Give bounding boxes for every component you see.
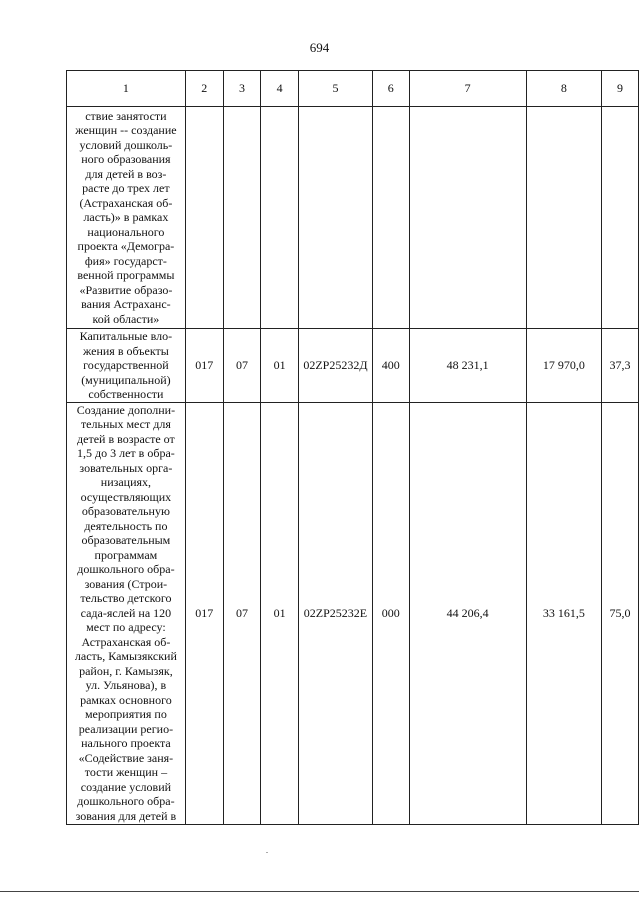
description-line: создание условий [80, 779, 172, 794]
description-line: «Содействие заня- [78, 750, 174, 765]
description-line: проекта «Демогра- [77, 239, 175, 254]
description-line: Капитальные вло- [79, 329, 173, 343]
description-line: низациях, [100, 475, 152, 490]
description-line: деятельность по [84, 518, 168, 533]
header-cell-2: 2 [185, 71, 223, 107]
description-line: ного образования [81, 152, 171, 167]
description-line: Астраханская об- [81, 634, 171, 649]
header-cell-6: 6 [372, 71, 409, 107]
cell-target-article [299, 107, 373, 329]
bottom-rule [0, 891, 639, 892]
description-line: образовательным [81, 533, 171, 548]
cell-expense-type [372, 107, 409, 329]
description-line: ласть, Камызякский [74, 649, 177, 664]
description-line: «Развитие образо- [79, 282, 173, 297]
page-number: 694 [309, 40, 330, 55]
cell-subsection: 01 [261, 402, 299, 824]
table-row [67, 402, 639, 824]
description-line: (муниципальной) [81, 372, 171, 387]
cell-amount-actual [526, 107, 601, 329]
description-line: (Астраханская об- [79, 195, 173, 210]
cell-section: 07 [223, 329, 261, 403]
header-cell-1: 1 [67, 71, 186, 107]
cell-amount-plan: 44 206,4 [409, 402, 526, 824]
cell-ministry-code [185, 107, 223, 329]
description-line: кой области» [92, 311, 160, 326]
cell-percent [602, 107, 639, 329]
cell-percent: 37,3 [602, 329, 639, 403]
cell-subsection: 01 [261, 329, 299, 403]
description-line: зовательных орга- [79, 460, 173, 475]
description-line: образовательную [81, 504, 170, 519]
description-line: зования для детей в [75, 808, 177, 823]
description-line: вания Астраханс- [81, 297, 171, 312]
description-line: собственности [88, 387, 164, 401]
cell-target-article: 02ZP25232E [299, 402, 373, 824]
header-row [67, 71, 639, 107]
cell-percent: 75,0 [602, 402, 639, 824]
description-line: рамках основного [80, 692, 172, 707]
row-description [67, 107, 186, 329]
description-line: мероприятия по [84, 707, 167, 722]
description-line: реализации регио- [78, 721, 174, 736]
description-line: осуществляющих [80, 489, 172, 504]
description-line: сада-яслей на 120 [80, 605, 172, 620]
description-line: для детей в воз- [85, 166, 167, 181]
cell-ministry-code: 017 [185, 402, 223, 824]
header-cell-7: 7 [409, 71, 526, 107]
description-line: дошкольного обра- [77, 794, 175, 809]
description-line: женщин -- создание [75, 123, 177, 138]
table-row [67, 329, 639, 403]
description-line: Создание дополни- [76, 402, 176, 417]
description-line: нального проекта [81, 736, 171, 751]
cell-ministry-code: 017 [185, 329, 223, 403]
row-description [67, 329, 186, 403]
header-cell-5: 5 [299, 71, 373, 107]
description-line: условий дошколь- [79, 137, 173, 152]
description-line: национального [87, 224, 165, 239]
cell-amount-plan: 48 231,1 [409, 329, 526, 403]
description-line: ул. Ульянова), в [85, 678, 167, 693]
description-line: мест по адресу: [86, 620, 166, 635]
description-line: 1,5 до 3 лет в обра- [77, 446, 175, 461]
description-line: ласть)» в рамках [83, 210, 169, 225]
cell-target-article: 02ZP25232Д [299, 329, 373, 403]
description-line: тельство детского [80, 591, 172, 606]
cell-amount-actual: 33 161,5 [526, 402, 601, 824]
description-line: ствие занятости [85, 108, 167, 123]
header-cell-4: 4 [261, 71, 299, 107]
cell-expense-type: 400 [372, 329, 409, 403]
description-line: дошкольного обра- [77, 562, 175, 577]
header-cell-9: 9 [602, 71, 639, 107]
budget-table [66, 70, 639, 825]
cell-amount-actual: 17 970,0 [526, 329, 601, 403]
description-line: программам [94, 547, 158, 562]
description-line: детей в возрасте от [77, 431, 175, 446]
cell-section: 07 [223, 402, 261, 824]
description-line: фия» государст- [84, 253, 167, 268]
cell-expense-type: 000 [372, 402, 409, 824]
description-line: расте до трех лет [82, 181, 170, 196]
description-line: район, г. Камызяк, [79, 663, 173, 678]
description-line: зования (Строи- [84, 576, 168, 591]
scan-speck [266, 852, 268, 853]
row-description [67, 402, 186, 824]
description-line: венной программы [77, 268, 175, 283]
description-line: государственной [83, 358, 169, 372]
header-cell-3: 3 [223, 71, 261, 107]
description-line: жения в объекты [83, 343, 169, 358]
description-line: тельных мест для [80, 417, 171, 432]
cell-section [223, 107, 261, 329]
description-line: тости женщин – [84, 765, 168, 780]
cell-amount-plan [409, 107, 526, 329]
cell-subsection [261, 107, 299, 329]
table-row [67, 107, 639, 329]
header-cell-8: 8 [526, 71, 601, 107]
